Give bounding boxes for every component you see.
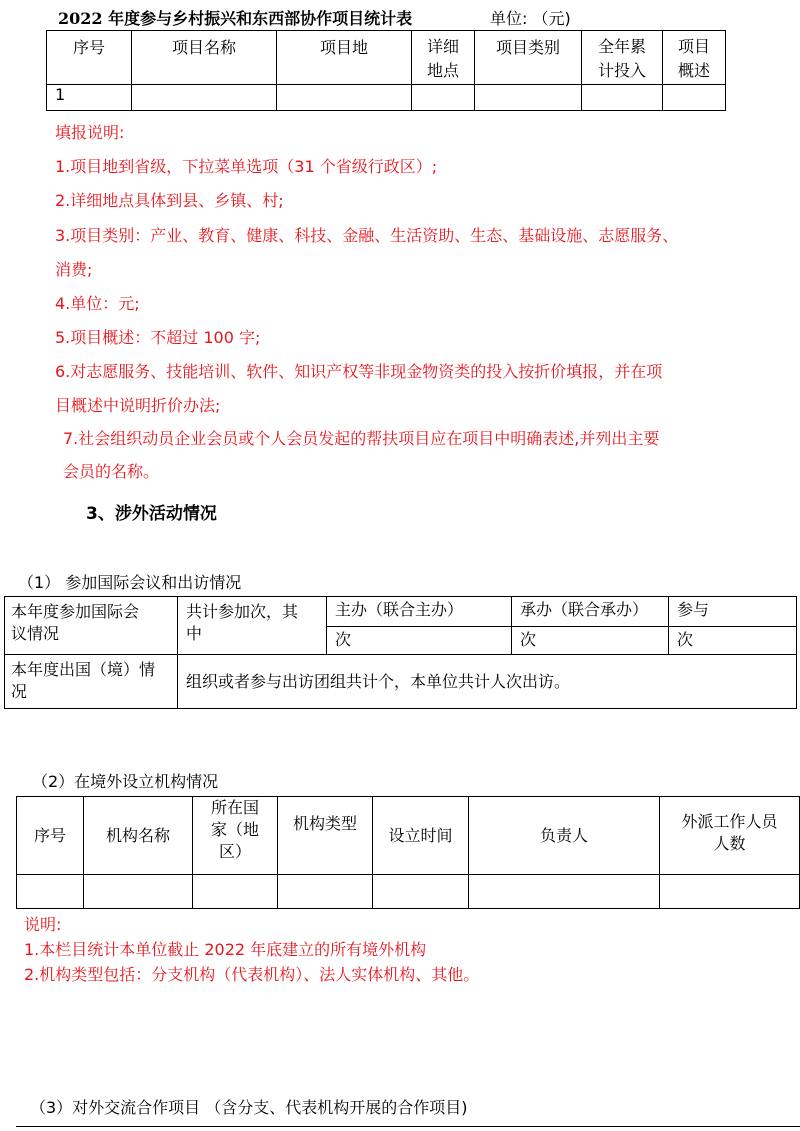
note-item: 目概述中说明折价办法; <box>55 396 221 415</box>
table-cell <box>663 85 726 111</box>
row-label: 本年度出国（境）情 况 <box>5 655 178 709</box>
table-cell <box>412 85 475 111</box>
table4-top-border <box>16 1126 800 1127</box>
table-cell <box>277 85 412 111</box>
table-cell <box>84 875 193 909</box>
table-cell <box>373 875 469 909</box>
header-cell: 项目名称 <box>132 31 277 85</box>
header-cell: 项目类别 <box>475 31 582 85</box>
header-cell: 外派工作人员 人数 <box>660 797 800 875</box>
header-cell: 机构类型 <box>278 797 373 875</box>
table-row <box>47 85 726 111</box>
table1-title: 2022 年度参与乡村振兴和东西部协作项目统计表 <box>58 9 413 28</box>
project-stats-table <box>46 30 726 111</box>
note-item: 4.单位：元; <box>55 294 140 313</box>
host-header: 主办（联合主办） <box>327 597 512 627</box>
note-item: 3.项目类别：产业、教育、健康、科技、金融、生活资助、生态、基础设施、志愿服务、 <box>55 226 679 245</box>
overseas-institutions-table <box>16 796 800 909</box>
host-count-cell: 次 <box>327 627 512 655</box>
note-item: 2.详细地点具体到县、乡镇、村; <box>55 191 284 210</box>
row-index-cell: 1 <box>47 85 132 111</box>
header-cell: 全年累 计投入 <box>582 31 663 85</box>
note-item: 1.本栏目统计本单位截止 2022 年底建立的所有境外机构 <box>24 940 427 959</box>
participate-header: 参与 <box>669 597 797 627</box>
table-row <box>17 875 800 909</box>
table2-caption: （1） 参加国际会议和出访情况 <box>18 573 242 592</box>
visit-description-cell: 组织或者参与出访团组共计个，本单位共计人次出访。 <box>178 655 797 709</box>
table-cell <box>193 875 278 909</box>
notes-heading: 说明: <box>24 915 62 934</box>
header-cell: 机构名称 <box>84 797 193 875</box>
header-cell: 项目地 <box>277 31 412 85</box>
participate-count-cell: 次 <box>669 627 797 655</box>
table4-caption: （3）对外交流合作项目 （含分支、代表机构开展的合作项目) <box>30 1098 468 1117</box>
header-cell: 序号 <box>47 31 132 85</box>
table3-caption: （2）在境外设立机构情况 <box>32 772 219 791</box>
table-cell <box>582 85 663 111</box>
total-cell: 共计参加次，其 中 <box>178 597 327 655</box>
header-cell: 设立时间 <box>373 797 469 875</box>
table-header-row <box>47 31 726 85</box>
row-label: 本年度参加国际会 议情况 <box>5 597 178 655</box>
note-item: 消费; <box>55 260 93 279</box>
table-cell <box>132 85 277 111</box>
table-cell <box>278 875 373 909</box>
note-item: 1.项目地到省级，下拉菜单选项（31 个省级行政区）; <box>55 157 438 176</box>
table-cell <box>469 875 660 909</box>
note-item: 7.社会组织动员企业会员或个人会员发起的帮扶项目应在项目中明确表述,并列出主要 <box>63 429 660 448</box>
table-cell <box>660 875 800 909</box>
header-cell: 详细 地点 <box>412 31 475 85</box>
table-cell <box>17 875 84 909</box>
note-item: 会员的名称。 <box>63 462 160 481</box>
notes-heading: 填报说明: <box>55 123 125 142</box>
header-cell: 所在国 家（地 区） <box>193 797 278 875</box>
international-meetings-table <box>4 596 797 709</box>
table1-unit: 单位: （元) <box>490 9 571 28</box>
header-cell: 负责人 <box>469 797 660 875</box>
header-cell: 序号 <box>17 797 84 875</box>
organize-count-cell: 次 <box>512 627 669 655</box>
table-cell <box>475 85 582 111</box>
organize-header: 承办（联合承办） <box>512 597 669 627</box>
note-item: 5.项目概述：不超过 100 字; <box>55 328 261 347</box>
note-item: 6.对志愿服务、技能培训、软件、知识产权等非现金物资类的投入按折价填报，并在项 <box>55 362 663 381</box>
header-cell: 项目 概述 <box>663 31 726 85</box>
note-item: 2.机构类型包括：分支机构（代表机构）、法人实体机构、其他。 <box>24 965 480 984</box>
section-title: 3、涉外活动情况 <box>86 504 217 524</box>
